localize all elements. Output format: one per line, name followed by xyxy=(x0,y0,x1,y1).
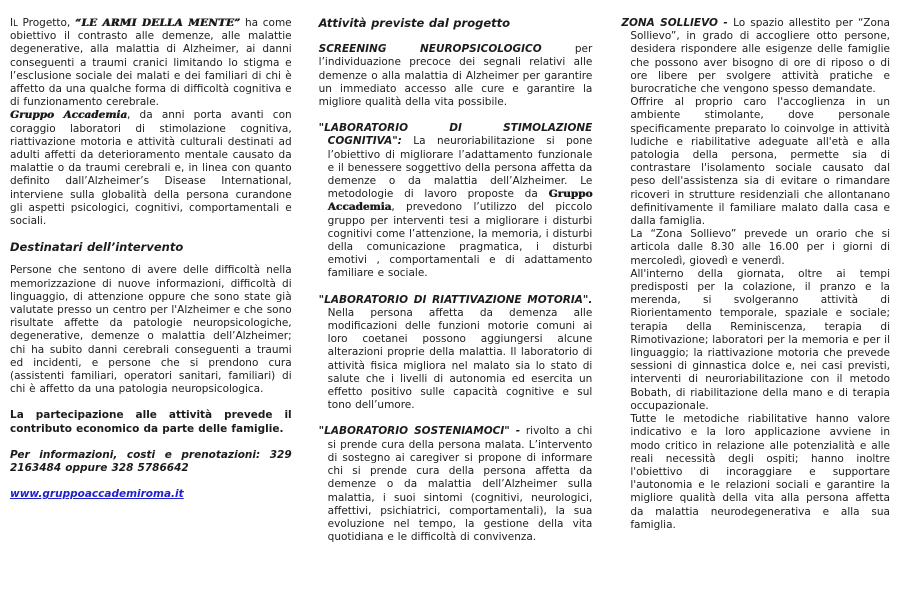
middle-column xyxy=(319,17,593,596)
zona-sollievo-paragraph: ZONA SOLLIEVO - Lo spazio allestito per “Zona Sollievo”, in grado di accogliere otto persone, desidera rispondere alle esigenze delle famiglie che possono aver bisogno di ore di riposo o di ore libere per svolgere attività pratiche e burocratiche che vengono spesso demandate. xyxy=(621,17,890,96)
giornata-paragraph: All'interno della giornata, oltre ai tempi predisposti per la colazione, il pranzo e la merenda, si svolgeranno attività di Riorientamento temporale, spaziale e sociale; terapia della Reminiscenza, terapia di Rimotivazione; laboratori per la memoria e per il linguaggio; la riattivazione motoria che prevede sessioni di ginnastica dolce e, nei casi previsti, interventi di neuroriabilitazione con il metodo Bobath, di riabilitazione della mano e di terapia occupazionale. xyxy=(630,267,890,412)
lab-riattivazione-paragraph: "LABORATORIO DI RIATTIVAZIONE MOTORIA". Nella persona affetta da demenza alle modificazioni delle funzioni motorie comuni ai loro coetanei possono aggiungersi alcune alterazioni proprie della malattia. Il laboratorio di attività fisica migliora nel malato sia lo stato di salute che i livelli di autonomia ed esercita un effetto positivo sulle capacità cognitive e sul tono dell’umore. xyxy=(318,293,593,412)
left-column xyxy=(10,17,292,596)
destinatari-heading: Destinatari dell’intervento xyxy=(10,240,184,255)
contact-info: Per informazioni, costi e prenotazioni: 329 2163484 oppure 328 5786642 xyxy=(10,448,292,475)
participation-note: La partecipazione alle attività prevede il contributo economico da parte delle famiglie. xyxy=(10,409,292,435)
intro-paragraph: IL Progetto, “LE ARMI DELLA MENTE” ha come obiettivo il contrasto alle demenze, alle malattie degenerative, alla malattia di Alzheimer, ai danni conseguenti a traumi cranici limitando lo stigma e l’esclusione sociale dei malati e dei familiari di chi è affetto da una qualche forma di difficoltà cognitiva e di funzionamento cerebrale. xyxy=(10,17,292,109)
metodiche-paragraph: Tutte le metodiche riabilitative hanno valore indicativo e la loro applicazione avviene in modo critico in relazione alle potenzialità e alle reali necessità degli ospiti; hanno inoltre l'obiettivo di incoraggiare e supportare l'autonomia e le relazioni sociali e garantire la migliore qualità della vita alla persona affetta da malattia neurodegenerativa e alla sua famiglia. xyxy=(630,413,890,531)
screening-paragraph: SCREENING NEUROPSICOLOGICO per l’individuazione precoce dei segnali relativi alle demenze o alla malattia di Alzheimer per garantire un immediato accesso alle cure e garantire la migliore qualità della vita possibile. xyxy=(318,43,593,109)
gruppo-accademia-paragraph: Gruppo Accademia, da anni porta avanti con coraggio laboratori di stimolazione cognitiva, riattivazione motoria e attività culturali destinati ad adulti affetti da deterioramento mentale causato da malattie o da traumi cerebrali e, in linea con quanto definito dall’Alzheimer’s Disease International, interviene sulla globalità della persona curandone gli aspetti psicologici, cognitivi, comportamentali e sociali. xyxy=(10,109,292,228)
accoglienza-paragraph: Offrire al proprio caro l'accoglienza in un ambiente stimolante, dove personale specificamente preparato lo coinvolge in attività ludiche e riabilitative adeguate all'età e alla patologia della persona, permette sia di contrastare l'isolamento sociale causato dal peso dell'assistenza sia di evitare o rimandare ricoveri in strutture residenziali che allontanano definitivamente il familiare malato dalla casa e dalla famiglia. xyxy=(630,96,890,228)
destinatari-paragraph: Persone che sentono di avere delle difficoltà nella memorizzazione di nuove informazioni, difficoltà di linguaggio, di attenzione oppure che sono state già valutate presso un centro per l'Alzheimer e che sono risultate affette da patologie neuropsicologiche, degenerative, demenze o malattia dell’Alzheimer; chi ha subito danni cerebrali conseguenti a traumi ed incidenti, e persone che si prendono cura (assistenti familiari, operatori sanitari, familiari) di chi è affetto da una patologia neuropsicologica. xyxy=(10,264,292,396)
orario-paragraph: La “Zona Sollievo” prevede un orario che si articola dalle 8.30 alle 16.00 per i giorni di mercoledì, giovedì e venerdì. xyxy=(630,228,890,267)
lab-sosteniamoci-paragraph: "LABORATORIO SOSTENIAMOCI" - rivolto a chi si prende cura della persona malata. L’intervento di sostegno ai caregiver si propone di informare chi si prende cura della persona affetta da demenze o da malattia dell’Alzheimer sulla malattia, i suoi sintomi (cognitivi, neurologici, affettivi, psichiatrici, comportamentali), la sua evoluzione nel tempo, la gestione della vita quotidiana e le difficoltà di convivenza. xyxy=(318,425,593,544)
right-column xyxy=(621,17,890,596)
activities-heading: Attività previste dal progetto xyxy=(318,16,511,30)
website-link[interactable]: www.gruppoaccademiroma.it xyxy=(10,488,184,501)
lab-stimolazione-paragraph: "LABORATORIO DI STIMOLAZIONE COGNITIVA": La neuroriabilitazione si pone l’obiettivo di migliorare l’adattamento funzionale e il benessere soggettivo della persona affetta da demenze o da malattia dell’Alzheimer. Le metodologie di lavoro proposte da Gruppo Accademia, prevedono l’utilizzo del piccolo gruppo per interventi tesi a migliorare i disturbi cognitivi come l’attenzione, la memoria, i disturbi della comunicazione pragmatica, i disturbi emotivi , comportamentali e di adattamento familiare e sociale. xyxy=(318,122,593,280)
